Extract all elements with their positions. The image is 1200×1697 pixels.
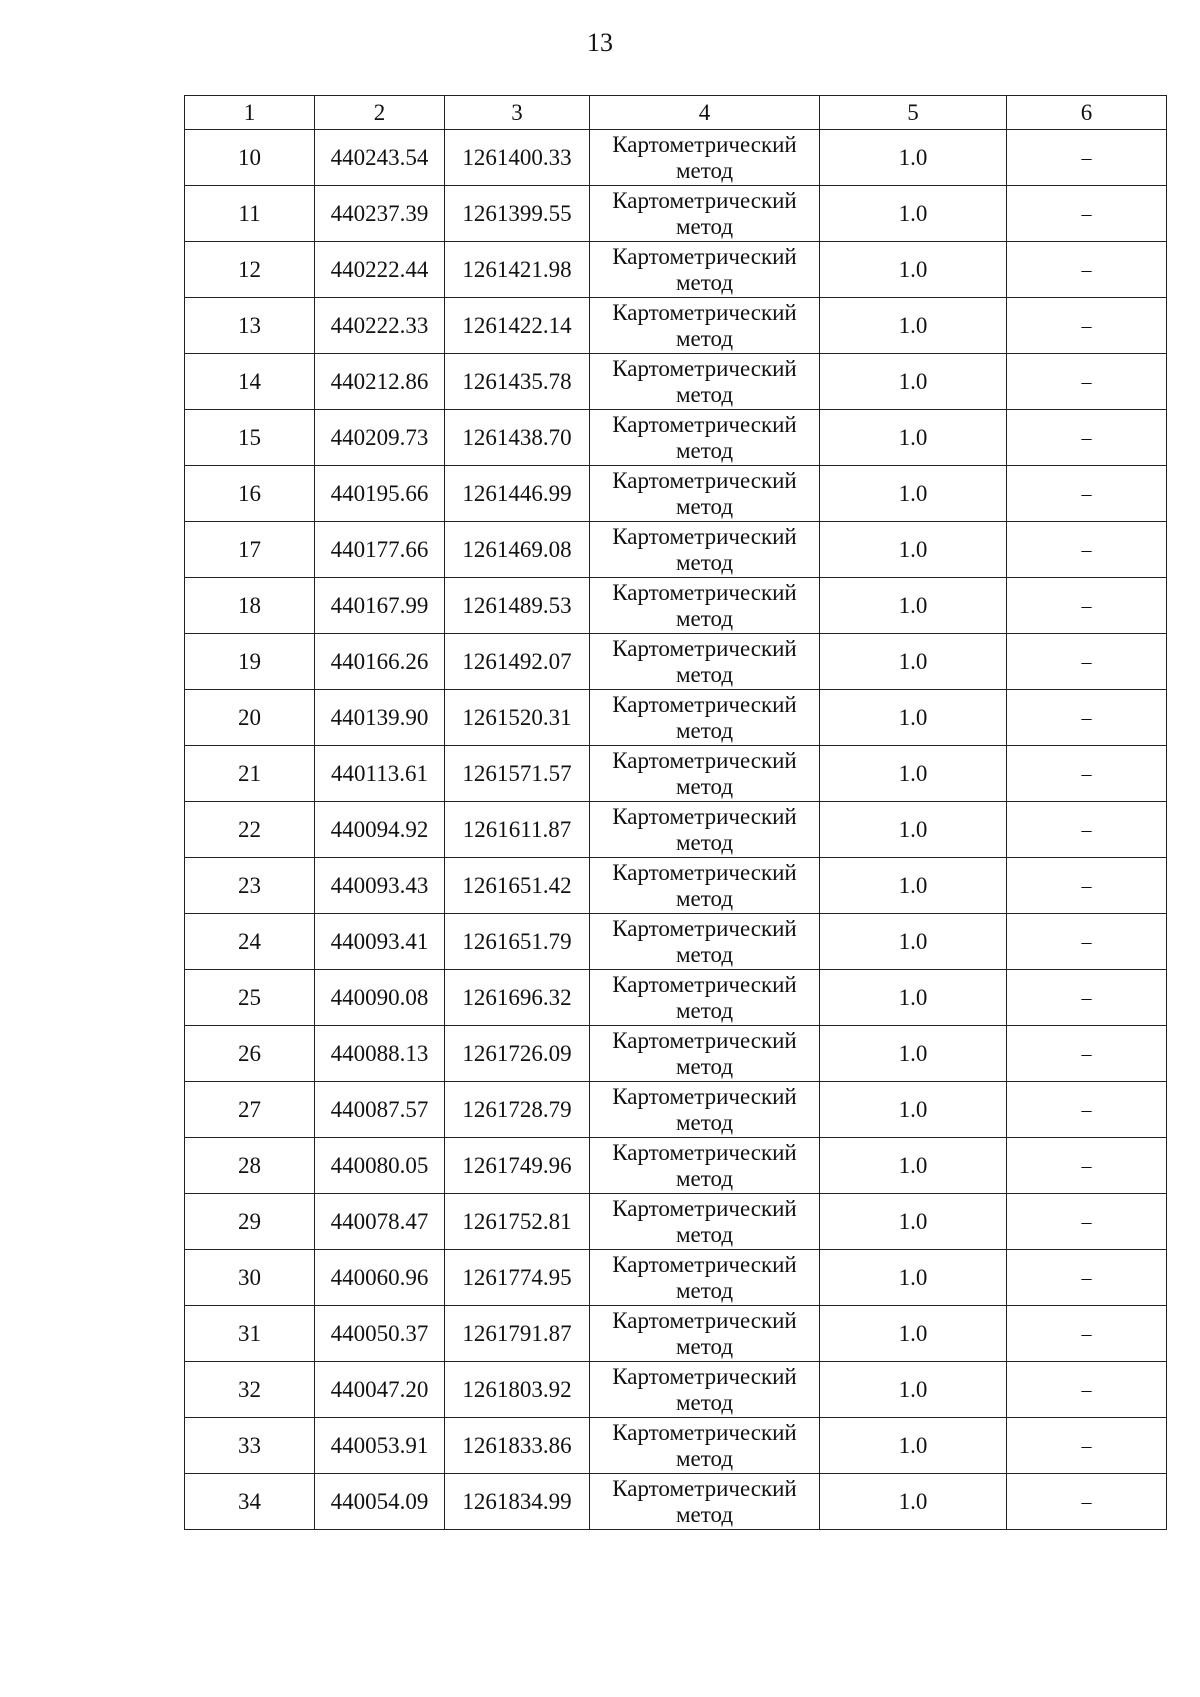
point-number-cell: 14 [185,354,315,410]
y-coordinate-cell: 1261489.53 [445,578,590,634]
header-col-3: 3 [445,96,590,130]
y-coordinate-cell: 1261611.87 [445,802,590,858]
table-header-row [185,96,1167,130]
x-coordinate-cell: 440212.86 [315,354,445,410]
note-cell: – [1007,130,1167,186]
y-coordinate-cell: 1261651.79 [445,914,590,970]
table-row [185,634,1167,690]
note-cell: – [1007,634,1167,690]
table-row [185,410,1167,466]
method-cell [590,1474,820,1530]
table-row [185,186,1167,242]
y-coordinate-cell: 1261651.42 [445,858,590,914]
method-line-2: метод [675,605,734,631]
table-row [185,354,1167,410]
method-line-2: метод [675,549,734,575]
method-line-1: Картометрический [612,1027,797,1053]
y-coordinate-cell: 1261803.92 [445,1362,590,1418]
method-line-1: Картометрический [612,1419,797,1445]
method-line-2: метод [675,213,734,239]
method-cell [590,130,820,186]
method-line-1: Картометрический [612,1139,797,1165]
table-row [185,298,1167,354]
note-cell: – [1007,746,1167,802]
y-coordinate-cell: 1261400.33 [445,130,590,186]
page-number: 13 [587,28,613,57]
method-line-1: Картометрический [612,1475,797,1501]
header-col-1: 1 [185,96,315,130]
y-coordinate-cell: 1261421.98 [445,242,590,298]
table-row [185,1362,1167,1418]
y-coordinate-cell: 1261752.81 [445,1194,590,1250]
method-line-2: метод [675,1277,734,1303]
point-number-cell: 19 [185,634,315,690]
method-cell [590,1306,820,1362]
table-row [185,1138,1167,1194]
accuracy-cell: 1.0 [820,746,1007,802]
method-line-2: метод [675,437,734,463]
method-line-2: метод [675,997,734,1023]
y-coordinate-cell: 1261726.09 [445,1026,590,1082]
method-line-2: метод [675,661,734,687]
table-row [185,1250,1167,1306]
note-cell: – [1007,970,1167,1026]
x-coordinate-cell: 440166.26 [315,634,445,690]
point-number-cell: 34 [185,1474,315,1530]
note-cell: – [1007,1418,1167,1474]
x-coordinate-cell: 440050.37 [315,1306,445,1362]
accuracy-cell: 1.0 [820,858,1007,914]
point-number-cell: 24 [185,914,315,970]
y-coordinate-cell: 1261749.96 [445,1138,590,1194]
header-col-4: 4 [590,96,820,130]
method-line-2: метод [675,1389,734,1415]
accuracy-cell: 1.0 [820,634,1007,690]
accuracy-cell: 1.0 [820,1418,1007,1474]
y-coordinate-cell: 1261446.99 [445,466,590,522]
x-coordinate-cell: 440078.47 [315,1194,445,1250]
accuracy-cell: 1.0 [820,1194,1007,1250]
method-line-1: Картометрический [612,579,797,605]
method-cell [590,354,820,410]
method-line-1: Картометрический [612,1083,797,1109]
method-line-2: метод [675,717,734,743]
method-line-2: метод [675,829,734,855]
accuracy-cell: 1.0 [820,690,1007,746]
note-cell: – [1007,1306,1167,1362]
note-cell: – [1007,242,1167,298]
method-cell [590,746,820,802]
point-number-cell: 17 [185,522,315,578]
x-coordinate-cell: 440093.41 [315,914,445,970]
method-cell [590,466,820,522]
method-line-1: Картометрический [612,243,797,269]
y-coordinate-cell: 1261791.87 [445,1306,590,1362]
x-coordinate-cell: 440080.05 [315,1138,445,1194]
method-line-1: Картометрический [612,1307,797,1333]
y-coordinate-cell: 1261571.57 [445,746,590,802]
method-line-2: метод [675,381,734,407]
accuracy-cell: 1.0 [820,1306,1007,1362]
note-cell: – [1007,690,1167,746]
accuracy-cell: 1.0 [820,186,1007,242]
accuracy-cell: 1.0 [820,522,1007,578]
accuracy-cell: 1.0 [820,298,1007,354]
x-coordinate-cell: 440222.44 [315,242,445,298]
accuracy-cell: 1.0 [820,1026,1007,1082]
method-line-1: Картометрический [612,1195,797,1221]
method-cell [590,858,820,914]
note-cell: – [1007,298,1167,354]
note-cell: – [1007,522,1167,578]
note-cell: – [1007,802,1167,858]
table-row [185,690,1167,746]
y-coordinate-cell: 1261469.08 [445,522,590,578]
accuracy-cell: 1.0 [820,242,1007,298]
note-cell: – [1007,1362,1167,1418]
note-cell: – [1007,1250,1167,1306]
note-cell: – [1007,1474,1167,1530]
table-row [185,1474,1167,1530]
y-coordinate-cell: 1261833.86 [445,1418,590,1474]
method-line-1: Картометрический [612,691,797,717]
method-line-2: метод [675,325,734,351]
point-number-cell: 10 [185,130,315,186]
y-coordinate-cell: 1261435.78 [445,354,590,410]
method-line-1: Картометрический [612,187,797,213]
point-number-cell: 22 [185,802,315,858]
x-coordinate-cell: 440094.92 [315,802,445,858]
y-coordinate-cell: 1261520.31 [445,690,590,746]
point-number-cell: 25 [185,970,315,1026]
note-cell: – [1007,466,1167,522]
point-number-cell: 27 [185,1082,315,1138]
x-coordinate-cell: 440053.91 [315,1418,445,1474]
accuracy-cell: 1.0 [820,130,1007,186]
method-line-1: Картометрический [612,131,797,157]
note-cell: – [1007,1194,1167,1250]
x-coordinate-cell: 440222.33 [315,298,445,354]
method-line-2: метод [675,1445,734,1471]
table-row [185,1418,1167,1474]
table-row [185,1306,1167,1362]
accuracy-cell: 1.0 [820,1082,1007,1138]
method-line-2: метод [675,1333,734,1359]
y-coordinate-cell: 1261696.32 [445,970,590,1026]
x-coordinate-cell: 440177.66 [315,522,445,578]
method-line-2: метод [675,1109,734,1135]
method-cell [590,578,820,634]
method-line-1: Картометрический [612,859,797,885]
point-number-cell: 26 [185,1026,315,1082]
accuracy-cell: 1.0 [820,914,1007,970]
point-number-cell: 15 [185,410,315,466]
point-number-cell: 28 [185,1138,315,1194]
point-number-cell: 33 [185,1418,315,1474]
y-coordinate-cell: 1261774.95 [445,1250,590,1306]
method-cell [590,802,820,858]
method-line-2: метод [675,269,734,295]
method-line-1: Картометрический [612,523,797,549]
accuracy-cell: 1.0 [820,578,1007,634]
note-cell: – [1007,1026,1167,1082]
method-cell [590,522,820,578]
point-number-cell: 11 [185,186,315,242]
table-row [185,970,1167,1026]
x-coordinate-cell: 440087.57 [315,1082,445,1138]
point-number-cell: 31 [185,1306,315,1362]
note-cell: – [1007,186,1167,242]
method-line-1: Картометрический [612,1251,797,1277]
header-col-6: 6 [1007,96,1167,130]
point-number-cell: 29 [185,1194,315,1250]
x-coordinate-cell: 440113.61 [315,746,445,802]
table-row [185,522,1167,578]
x-coordinate-cell: 440060.96 [315,1250,445,1306]
y-coordinate-cell: 1261834.99 [445,1474,590,1530]
method-cell [590,970,820,1026]
x-coordinate-cell: 440209.73 [315,410,445,466]
table-row [185,578,1167,634]
point-number-cell: 16 [185,466,315,522]
header-col-2: 2 [315,96,445,130]
accuracy-cell: 1.0 [820,466,1007,522]
accuracy-cell: 1.0 [820,970,1007,1026]
note-cell: – [1007,1082,1167,1138]
header-col-5: 5 [820,96,1007,130]
method-cell [590,1362,820,1418]
accuracy-cell: 1.0 [820,1474,1007,1530]
point-number-cell: 13 [185,298,315,354]
note-cell: – [1007,578,1167,634]
point-number-cell: 32 [185,1362,315,1418]
method-cell [590,1138,820,1194]
table-row [185,466,1167,522]
y-coordinate-cell: 1261728.79 [445,1082,590,1138]
method-cell [590,186,820,242]
method-line-1: Картометрический [612,747,797,773]
accuracy-cell: 1.0 [820,802,1007,858]
point-number-cell: 30 [185,1250,315,1306]
method-line-2: метод [675,157,734,183]
x-coordinate-cell: 440237.39 [315,186,445,242]
accuracy-cell: 1.0 [820,1362,1007,1418]
method-line-1: Картометрический [612,299,797,325]
method-cell [590,914,820,970]
x-coordinate-cell: 440139.90 [315,690,445,746]
y-coordinate-cell: 1261492.07 [445,634,590,690]
table-row [185,746,1167,802]
method-line-1: Картометрический [612,355,797,381]
method-line-1: Картометрический [612,803,797,829]
method-cell [590,690,820,746]
table-row [185,1026,1167,1082]
point-number-cell: 23 [185,858,315,914]
method-cell [590,1418,820,1474]
table-row [185,914,1167,970]
x-coordinate-cell: 440090.08 [315,970,445,1026]
method-line-2: метод [675,1501,734,1527]
accuracy-cell: 1.0 [820,410,1007,466]
note-cell: – [1007,914,1167,970]
x-coordinate-cell: 440167.99 [315,578,445,634]
accuracy-cell: 1.0 [820,1250,1007,1306]
method-line-1: Картометрический [612,467,797,493]
y-coordinate-cell: 1261422.14 [445,298,590,354]
method-line-1: Картометрический [612,635,797,661]
method-cell [590,1194,820,1250]
accuracy-cell: 1.0 [820,1138,1007,1194]
point-number-cell: 20 [185,690,315,746]
method-cell [590,242,820,298]
point-number-cell: 12 [185,242,315,298]
method-line-2: метод [675,1053,734,1079]
method-cell [590,1082,820,1138]
method-line-1: Картометрический [612,915,797,941]
table-row [185,858,1167,914]
method-line-2: метод [675,885,734,911]
x-coordinate-cell: 440093.43 [315,858,445,914]
accuracy-cell: 1.0 [820,354,1007,410]
table-row [185,130,1167,186]
x-coordinate-cell: 440088.13 [315,1026,445,1082]
method-line-2: метод [675,493,734,519]
point-number-cell: 18 [185,578,315,634]
note-cell: – [1007,410,1167,466]
table-row [185,802,1167,858]
method-line-2: метод [675,773,734,799]
method-line-2: метод [675,1221,734,1247]
method-cell [590,298,820,354]
method-cell [590,634,820,690]
method-cell [590,410,820,466]
method-line-2: метод [675,941,734,967]
note-cell: – [1007,354,1167,410]
y-coordinate-cell: 1261438.70 [445,410,590,466]
point-number-cell: 21 [185,746,315,802]
x-coordinate-cell: 440054.09 [315,1474,445,1530]
table-body [185,130,1167,1530]
method-line-1: Картометрический [612,971,797,997]
method-line-1: Картометрический [612,1363,797,1389]
coordinates-table [184,95,1167,1530]
method-line-1: Картометрический [612,411,797,437]
note-cell: – [1007,1138,1167,1194]
note-cell: – [1007,858,1167,914]
table-row [185,1194,1167,1250]
x-coordinate-cell: 440243.54 [315,130,445,186]
y-coordinate-cell: 1261399.55 [445,186,590,242]
x-coordinate-cell: 440047.20 [315,1362,445,1418]
method-line-2: метод [675,1165,734,1191]
table-row [185,1082,1167,1138]
x-coordinate-cell: 440195.66 [315,466,445,522]
method-cell [590,1250,820,1306]
table-row [185,242,1167,298]
method-cell [590,1026,820,1082]
